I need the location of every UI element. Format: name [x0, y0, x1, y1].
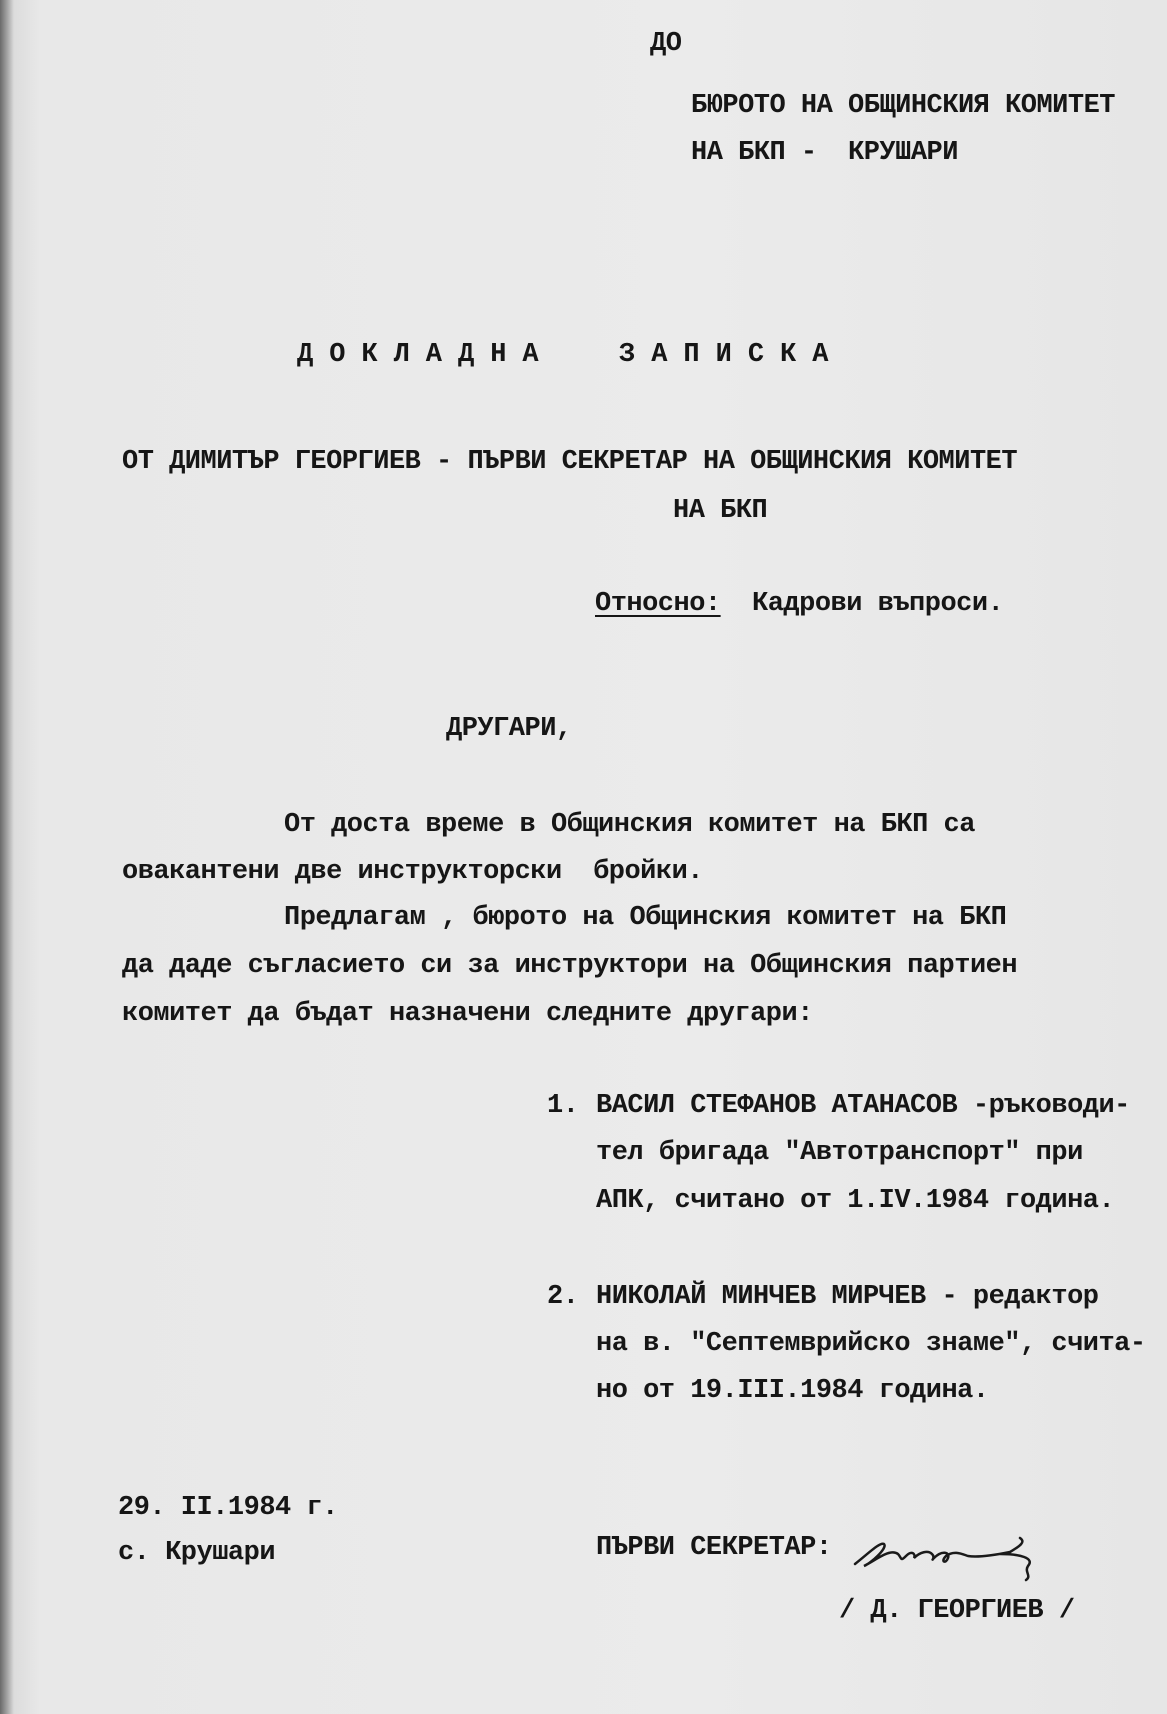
- footer-date: 29. II.1984 г.: [118, 1493, 338, 1523]
- item-1-line-3: АПК, считано от 1.IV.1984 година.: [596, 1186, 1115, 1216]
- addressee-line-1: БЮРОТО НА ОБЩИНСКИЯ КОМИТЕТ: [691, 91, 1115, 121]
- subject-label: Относно:: [595, 589, 721, 619]
- item-2-number: 2.: [547, 1282, 579, 1312]
- signatory-position: ПЪРВИ СЕКРЕТАР:: [596, 1533, 832, 1563]
- paragraph-1-line-1: От доста време в Общинския комитет на БКП са: [284, 810, 975, 840]
- item-2-line-2: на в. "Септемврийско знаме", счита-: [596, 1329, 1146, 1359]
- signatory-name: / Д. ГЕОРГИЕВ /: [839, 1596, 1075, 1626]
- paragraph-2-line-1: Предлагам , бюрото на Общинския комитет на БКП: [284, 903, 1007, 933]
- paragraph-1-line-2: овакантени две инструкторски бройки.: [122, 857, 703, 887]
- item-2-line-1: НИКОЛАЙ МИНЧЕВ МИРЧЕВ - редактор: [596, 1282, 1099, 1312]
- handwritten-signature: [850, 1524, 1080, 1584]
- addressee-line-2: НА БКП - КРУШАРИ: [691, 138, 958, 168]
- paragraph-2-line-3: комитет да бъдат назначени следните другари:: [122, 999, 813, 1029]
- item-2-line-3: но от 19.III.1984 година.: [596, 1376, 989, 1406]
- addressee-to: ДО: [650, 29, 682, 59]
- subject: [595, 588, 1003, 620]
- from-line-2: НА БКП: [673, 496, 768, 526]
- item-1-line-2: тел бригада "Автотранспорт" при: [596, 1138, 1083, 1168]
- paragraph-2-line-2: да даде съгласието си за инструктори на Общинския партиен: [122, 951, 1018, 981]
- document-title: ДОКЛАДНА ЗАПИСКА: [297, 340, 845, 370]
- subject-text: Кадрови въпроси.: [752, 589, 1004, 619]
- salutation: ДРУГАРИ,: [446, 714, 572, 744]
- from-line-1: ОТ ДИМИТЪР ГЕОРГИЕВ - ПЪРВИ СЕКРЕТАР НА ОБЩИНСКИЯ КОМИТЕТ: [122, 447, 1018, 477]
- item-1-line-1: ВАСИЛ СТЕФАНОВ АТАНАСОВ -ръководи-: [596, 1091, 1130, 1121]
- footer-place: с. Крушари: [118, 1538, 276, 1568]
- item-1-number: 1.: [547, 1091, 579, 1121]
